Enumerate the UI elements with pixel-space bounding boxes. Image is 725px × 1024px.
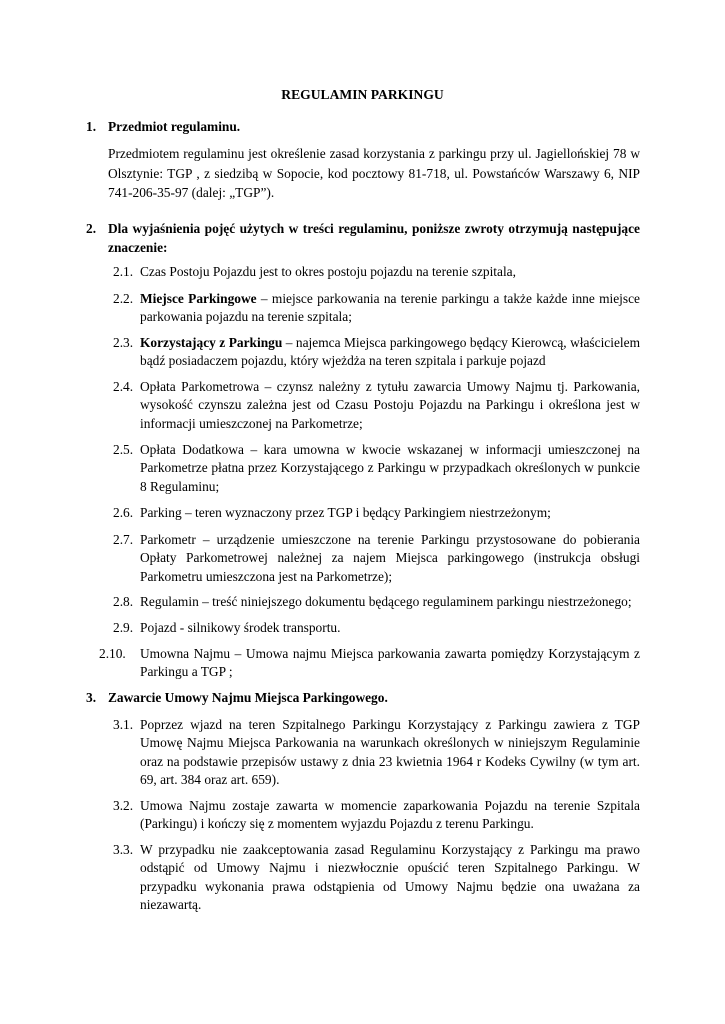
definition-2-3 (0, 334, 725, 371)
item-number: 2.5. (113, 442, 134, 457)
item-number: 2.7. (113, 532, 134, 547)
section-1-title: Przedmiot regulaminu. (108, 119, 241, 134)
item-text: – miejsce parkowania na terenie parkingu a także każde inne miejsce parkowania pojazdu na terenie szpitala; (140, 291, 640, 325)
item-text: Poprzez wjazd na teren Szpitalnego Parkingu Korzystający z Parkingu zawiera z TGP Umowę Najmu Miejsca Parkowania na warunkach określonych w niniejszym Regulaminie oraz na podstawie przepisów ustawy z dnia 23 kwietnia 1964 r Kodeks Cywilny (w tym art. 69, art. 384 oraz art. 659). (140, 717, 640, 787)
item-term: Korzystający z Parkingu (140, 335, 283, 350)
section-1-heading (0, 118, 725, 136)
item-number: 3.3. (113, 842, 134, 857)
section-3 (0, 689, 725, 707)
definition-2-4 (0, 378, 725, 433)
item-text: Czas Postoju Pojazdu jest to okres postoju pojazdu na terenie szpitala, (140, 264, 516, 279)
item-number: 2.9. (113, 620, 134, 635)
item-term: Miejsce Parkingowe (140, 291, 257, 306)
section-1-number: 1. (86, 119, 97, 134)
item-text: Umowa Najmu zostaje zawarta w momencie zaparkowania Pojazdu na terenie Szpitala (Parkingu) i kończy się z momentem wyjazdu Pojazdu z terenu Parkingu. (140, 798, 640, 832)
definition-2-1 (0, 263, 725, 281)
section-1-paragraph: Przedmiotem regulaminu jest określenie zasad korzystania z parkingu przy ul. Jagiellońskiej 78 w Olsztynie: TGP , z siedzibą w Sopocie, kod pocztowy 81-718, ul. Powstańców Warszawy 6, NIP 741-206-35-97 (dalej: „TGP”). (108, 146, 640, 201)
item-number: 2.2. (113, 291, 134, 306)
section-2-title: Dla wyjaśnienia pojęć użytych w treści regulaminu, poniższe zwroty otrzymują następujące znaczenie: (108, 221, 640, 255)
section-3-heading (0, 689, 725, 707)
definition-2-5 (0, 441, 725, 496)
section-1 (0, 118, 725, 203)
item-number: 2.1. (113, 264, 134, 279)
item-number: 3.2. (113, 798, 134, 813)
item-number: 2.4. (113, 379, 134, 394)
item-text: Umowna Najmu – Umowa najmu Miejsca parkowania zawarta pomiędzy Korzystającym z Parkingu a TGP ; (140, 646, 640, 680)
definition-2-2 (0, 290, 725, 327)
section-2-heading (0, 219, 725, 257)
item-number: 2.6. (113, 505, 134, 520)
item-text: Regulamin – treść niniejszego dokumentu będącego regulaminem parkingu niestrzeżonego; (140, 594, 632, 609)
section-3-number: 3. (86, 690, 97, 705)
item-text: W przypadku nie zaakceptowania zasad Regulaminu Korzystający z Parkingu ma prawo odstąpić od Umowy Najmu i niezwłocznie opuścić teren Szpitalnego Parkingu. W przypadku wykonania prawa odstąpienia od Umowy Najmu będzie ona uważana za niezawartą. (140, 842, 640, 912)
item-number: 3.1. (113, 717, 134, 732)
clause-3-3 (0, 841, 725, 914)
item-text: Parking – teren wyznaczony przez TGP i będący Parkingiem niestrzeżonym; (140, 505, 551, 520)
item-text: Parkometr – urządzenie umieszczone na terenie Parkingu przystosowane do pobierania Opłaty Parkometrowej należnej za najem Miejsca parkingowego (instrukcja obsługi Parkometru umieszczona jest na Parkometrze); (140, 532, 640, 584)
definition-2-6 (0, 504, 725, 522)
item-number: 2.3. (113, 335, 134, 350)
document-title: REGULAMIN PARKINGU (281, 87, 444, 102)
item-number: 2.8. (113, 594, 134, 609)
section-3-title: Zawarcie Umowy Najmu Miejsca Parkingowego. (108, 690, 388, 705)
clause-3-1 (0, 716, 725, 789)
item-text: – najemca Miejsca parkingowego będący Kierowcą, właścicielem bądź posiadaczem pojazdu, który wjeżdża na teren szpitala i parkuje pojazd (140, 335, 640, 369)
item-text: Opłata Parkometrowa – czynsz należny z tytułu zawarcia Umowy Najmu tj. Parkowania, wysokość czynszu zależna jest od Czasu Postoju Pojazdu na Parkingu i określona jest w informacji umieszczonej na Parkometrze; (140, 379, 640, 431)
definition-2-7 (0, 531, 725, 586)
section-2 (0, 219, 725, 257)
item-text: Pojazd - silnikowy środek transportu. (140, 620, 341, 635)
item-number: 2.10. (99, 646, 126, 661)
item-text: Opłata Dodatkowa – kara umowna w kwocie wskazanej w informacji umieszczonej na Parkometrze płatna przez Korzystającego z Parkingu w przypadkach określonych w punkcie 8 Regulaminu; (140, 442, 640, 494)
clause-3-2 (0, 797, 725, 834)
definition-2-8 (0, 593, 725, 611)
definition-2-9 (0, 619, 725, 637)
definition-2-10 (0, 645, 725, 682)
section-2-number: 2. (86, 221, 97, 236)
